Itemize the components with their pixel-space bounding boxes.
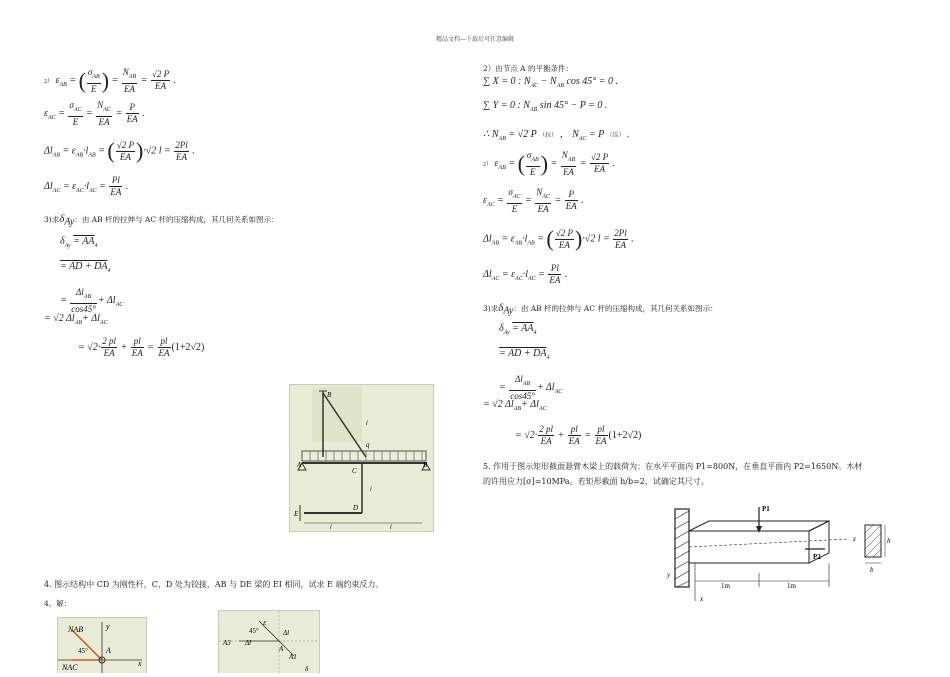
delta-line4: = √2 $\Delta l_{AB}+ \Delta l_{AC}$ [44,313,108,326]
question-4: 4. 图示结构中 CD 为刚性杆，C，D 处为铰接，AB 与 DE 梁的 EI 相同，试求 E 端约束反力。 [44,580,384,589]
svg-text:A1: A1 [289,653,297,661]
svg-text:1m: 1m [721,582,730,590]
svg-text:45°: 45° [249,627,259,635]
svg-text:b: b [870,566,874,574]
svg-text:Δl: Δl [245,639,252,647]
svg-text:A: A [106,646,111,655]
svg-text:h: h [887,537,891,545]
svg-text:x: x [700,595,704,603]
svg-text:l: l [330,525,332,531]
r-delta-line5: = √2· $\frac{2 pl}{EA}$ + $\frac{pl}{EA}$ = $\frac{pl}{EA}$ (1+2√2) [515,424,642,446]
svg-text:P2: P2 [813,553,821,561]
svg-text:y: y [667,571,671,579]
svg-text:l: l [390,525,392,531]
svg-text:Δl: Δl [283,629,290,637]
node-figure [57,617,147,673]
r-eq-dl-ac: $\Delta l_{AC} = \varepsilon_{AC}\cdot l_{AC}$ = $\frac{Pl}{EA}$ . [483,263,568,285]
eq-sum-y: ∑ Y = 0 : $N_{AB}$ sin 45° − P = 0 . [483,100,608,113]
svg-text:B: B [423,461,428,469]
svg-text:NAB: NAB [68,625,84,634]
page-header: 精品文档---下载后可任意编辑 [435,36,515,43]
svg-text:A: A [297,461,302,469]
svg-text:A3: A3 [223,639,231,647]
svg-text:δ: δ [305,665,309,673]
svg-text:E: E [294,510,299,518]
eq-dl-ab: $\Delta l_{AB} = \varepsilon_{AB}\cdot l_{AB}$ = ( $\frac{√2 P}{EA}$ )·√2 l = $\frac{2Pl}{EA}$ . [44,138,195,163]
svg-text:q: q [366,441,370,449]
svg-text:A: A [279,645,284,653]
r-delta-line2: = AD + $DA_4$ [499,348,550,361]
svg-text:B: B [327,391,332,399]
svg-text:45°: 45° [78,647,88,655]
svg-text:z: z [853,535,856,543]
svg-text:l: l [370,487,372,493]
svg-text:NAC: NAC [62,663,78,672]
delta-line1: $\delta_{Ay} = AA_4$ [60,236,98,249]
r-delta-line4: = √2 $\Delta l_{AB}+ \Delta l_{AC}$ [483,399,547,412]
question-4-solution: 4、解： [44,599,72,608]
delta-line3: = $\frac{\Delta l_{AB}}{\cos 45^\circ}$ + $\Delta l_{AC}$ [60,287,124,314]
eq-eps-ab: 2） $\varepsilon_{AB}$ = ( $\frac{\sigma_{AB}}{E}$ ) = $\frac{N_{AB}}{EA}$ = $\frac{√2 P}{EA}$ . [44,67,177,94]
svg-text:y: y [106,622,110,631]
r-delta-line1: $\delta_{Ay} = AA_4$ [499,323,537,336]
svg-text:1m: 1m [787,582,796,590]
eq-sum-x: ∑ X = 0 : $N_{AC} - N_{AB}$ cos 45° = 0 . [483,76,619,89]
delta-line5: = √2· $\frac{2 pl}{EA}$ + $\frac{pl}{EA}$ = $\frac{pl}{EA}$ (1+2√2) [78,336,205,358]
svg-text:C: C [352,467,357,475]
r-item3-text: 3)求$\delta_{Ay}$：由 AB 杆的拉伸与 AC 杆的压缩构成，其几何关系如图示： [483,302,718,317]
svg-text:l: l [366,421,368,427]
beam-figure [289,384,434,532]
svg-text:D: D [353,504,359,512]
displacement-figure [218,610,320,673]
item3-text: 3)求$\delta_{Ay}$：由 AB 杆的拉伸与 AC 杆的压缩构成，其几何关系如图示： [44,213,279,228]
delta-line2: = AD + $DA_4$ [60,261,111,274]
eq-therefore: ∴ $N_{AB} = √2$ P （拉） ， $N_{AC} = P$ （压） . [483,129,630,142]
svg-text:x: x [138,659,142,668]
r-delta-line3: = $\frac{\Delta l_{AB}}{\cos 45^\circ}$ + $\Delta l_{AC}$ [499,374,563,401]
svg-text:E: E [263,621,267,627]
question-5: 5. 作用于图示矩形截面悬臂木梁上的载荷为：在水平平面内 P1=800N，在垂直平面内 P2=1650N。木材 的许用应力[σ]=10MPa。若矩形截面 h/b=2，试确定其尺寸。 [483,462,863,486]
svg-text:P1: P1 [762,505,770,513]
cantilever-figure [665,501,910,606]
r-eq-eps-ac: $\varepsilon_{AC}$ = $\frac{\sigma_{AC}}{E}$ = $\frac{N_{AC}}{EA}$ = $\frac{P}{EA}$ . [483,187,584,214]
eq-eps-ac: $\varepsilon_{AC}$ = $\frac{\sigma_{AC}}{E}$ = $\frac{N_{AC}}{EA}$ = $\frac{P}{EA}$ . [44,100,145,127]
right-item2-title: 2）由节点 A 的平衡条件： [483,64,573,73]
eq-dl-ac: $\Delta l_{AC} = \varepsilon_{AC}\cdot l_{AC}$ = $\frac{Pl}{EA}$ . [44,175,129,197]
r-eq-dl-ab: $\Delta l_{AB} = \varepsilon_{AB}\cdot l_{AB}$ = ( $\frac{√2 P}{EA}$ )·√2 l = $\frac{2Pl}{EA}$ . [483,226,634,251]
r-eq-eps-ab: 2） $\varepsilon_{AB}$ = ( $\frac{\sigma_{AB}}{E}$ ) = $\frac{N_{AB}}{EA}$ = $\frac{√2 P}{EA}$ . [483,150,616,177]
